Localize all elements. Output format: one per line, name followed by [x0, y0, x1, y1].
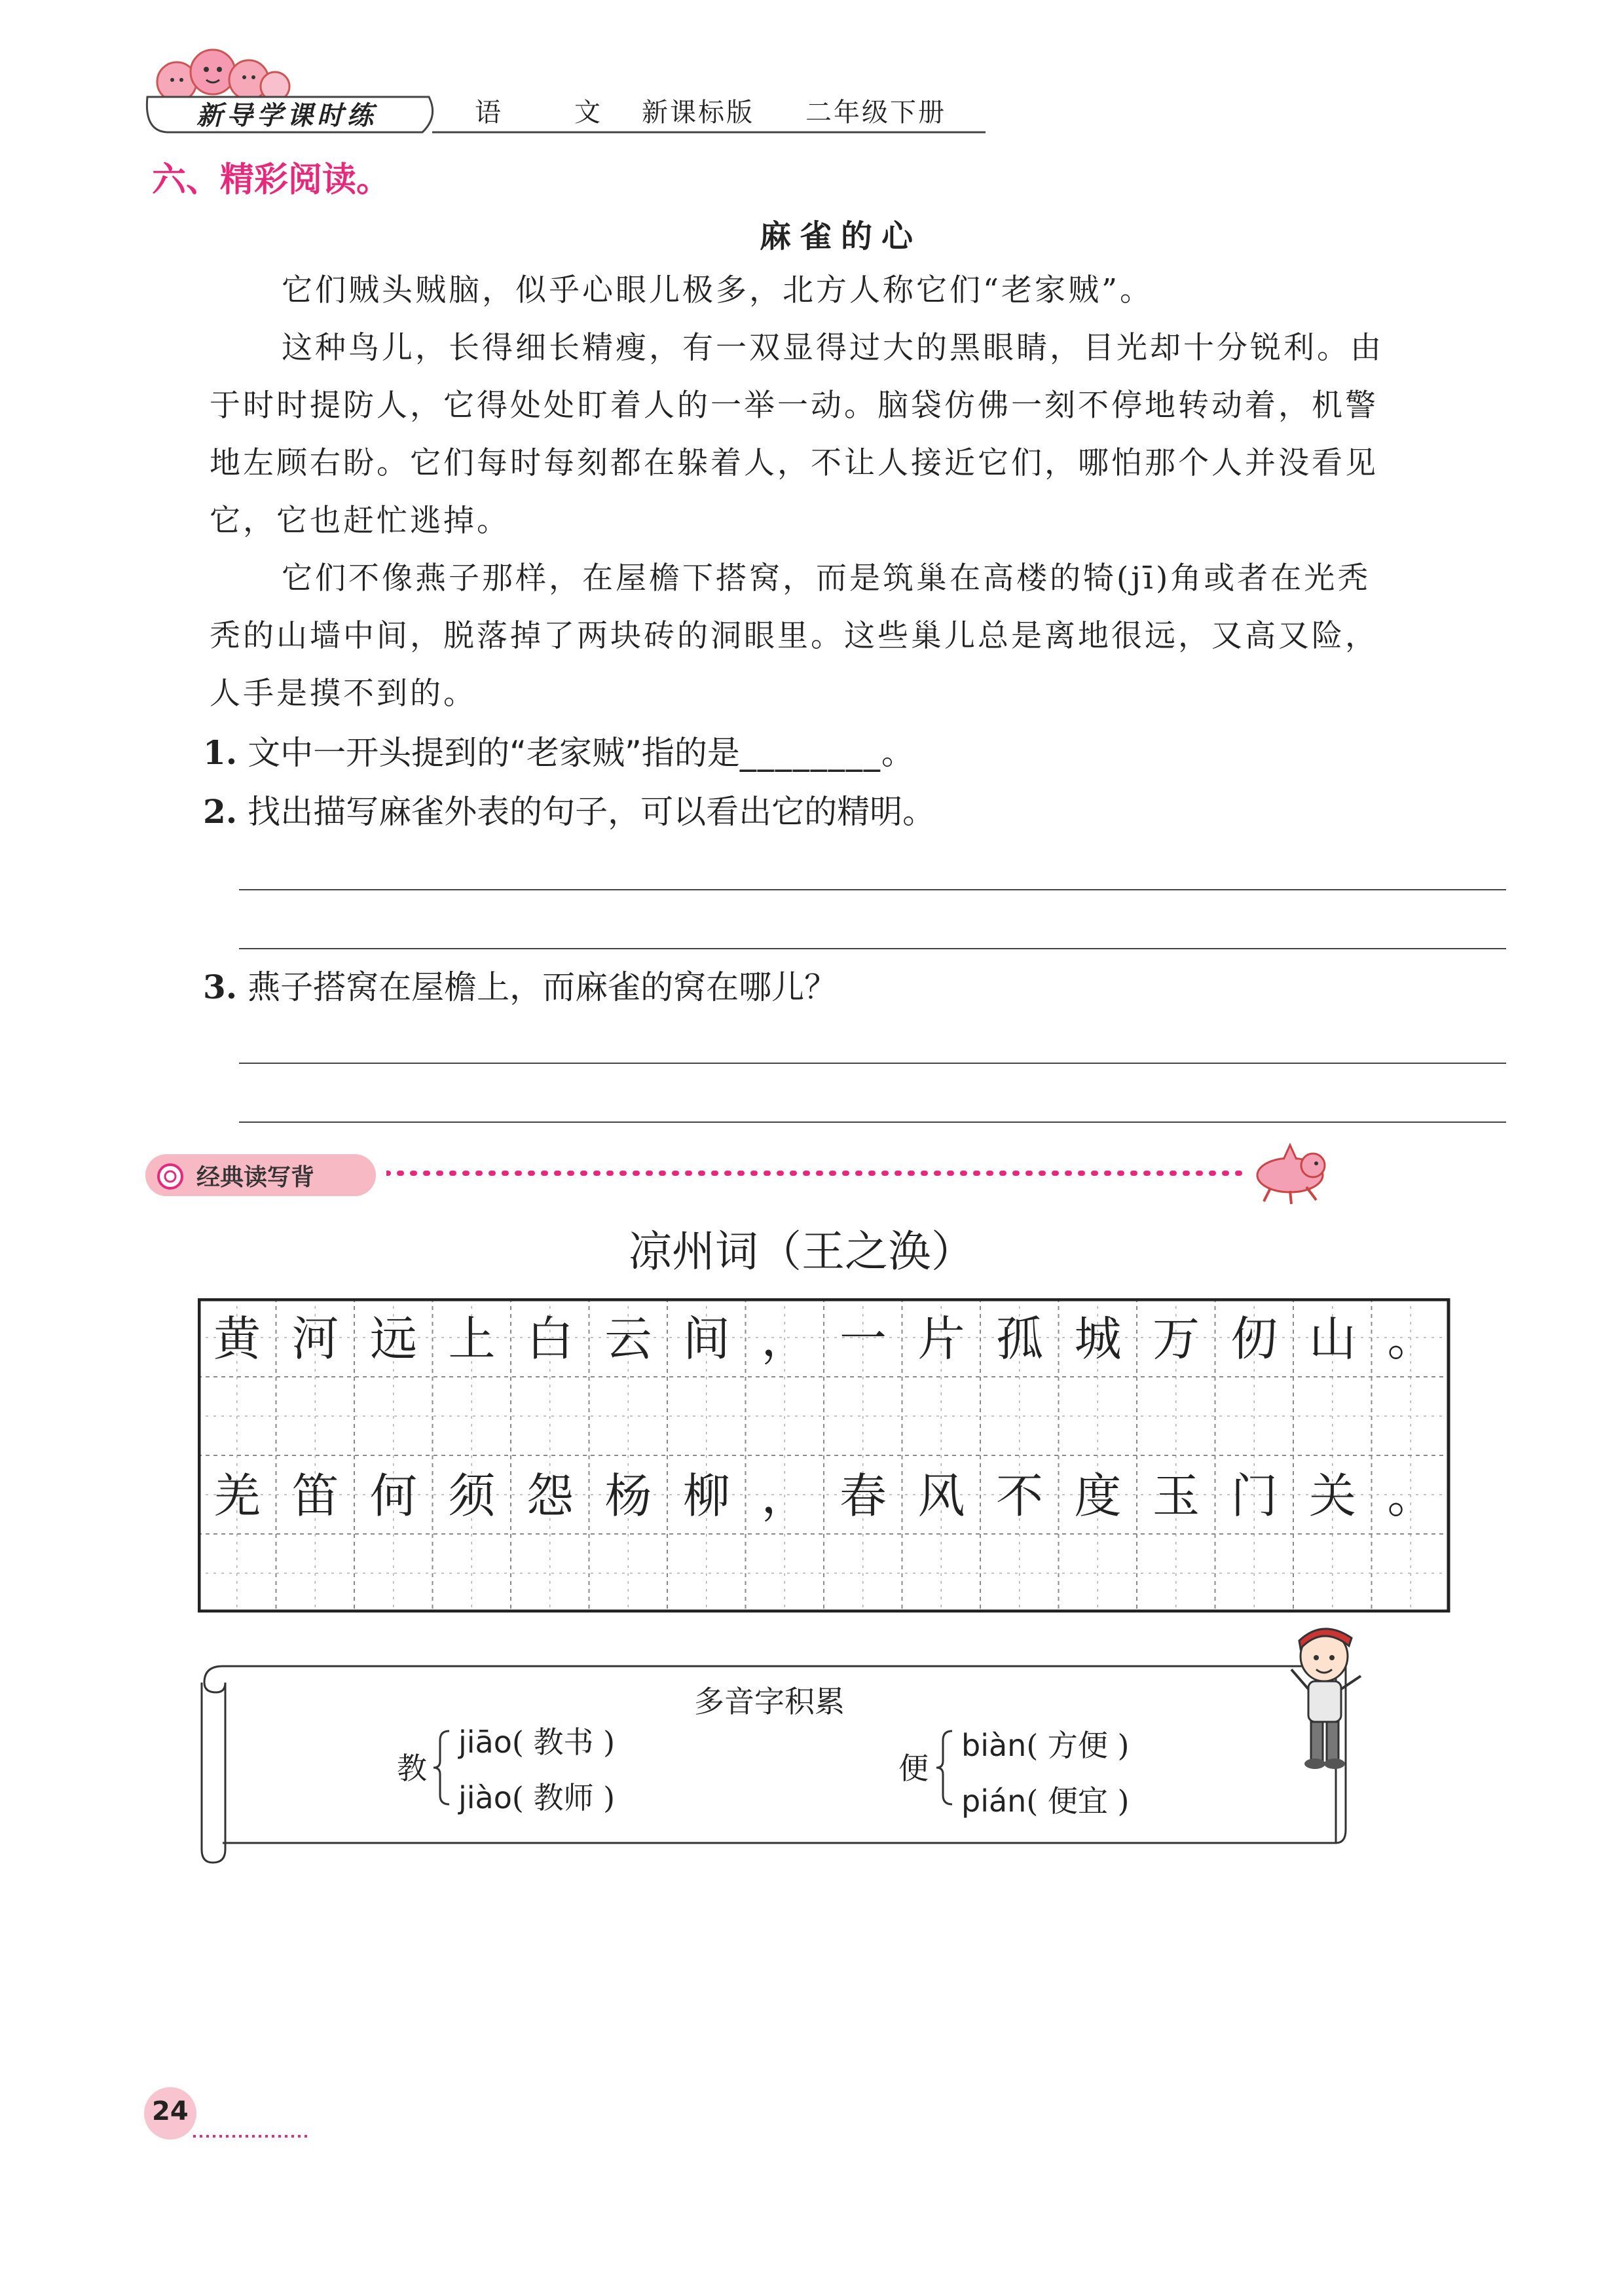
poem-char: 一	[839, 1311, 887, 1366]
poem-char: 白	[526, 1311, 574, 1366]
answer-line[interactable]	[239, 1121, 1506, 1123]
right-brace-icon	[935, 1728, 955, 1807]
section-title: 六、精彩阅读。	[152, 160, 391, 200]
polyphone-right-item-2	[961, 1777, 1129, 1821]
question-text: 燕子搭窝在屋檐上，而麻雀的窝在哪儿？	[248, 968, 838, 1006]
polyphone-left-item-2	[458, 1774, 615, 1817]
dotted-divider	[386, 1167, 1251, 1180]
poem-char: 仞	[1230, 1311, 1278, 1366]
question-text: 找出描写麻雀外表的句子，可以看出它的精明。	[248, 793, 936, 831]
article-paragraph-1	[282, 262, 1153, 319]
poem-char: ，	[761, 1468, 809, 1523]
poem-char: 春	[839, 1468, 887, 1523]
article-title: 麻雀的心	[760, 218, 923, 255]
paragraph-line: 于时时提防人，它得处处盯着人的一举一动。脑袋仿佛一刻不停地转动着，机警	[210, 388, 1378, 424]
polyphone-right-char: 便	[898, 1751, 929, 1786]
polyphone-right-item-1	[961, 1722, 1129, 1765]
question-2	[203, 786, 935, 833]
paragraph-line: 它，它也赶忙逃掉。	[210, 503, 510, 539]
poem-char: 杨	[604, 1468, 652, 1523]
poem-char: 度	[1074, 1468, 1122, 1523]
question-text: 文中一开头提到的“老家贼”指的是	[248, 734, 740, 772]
paragraph-line: 它们贼头贼脑，似乎心眼儿极多，北方人称它们“老家贼”。	[282, 272, 1154, 308]
question-1	[203, 727, 914, 774]
pinyin: jiāo	[458, 1724, 512, 1760]
poem-char: 笛	[291, 1468, 339, 1523]
paragraph-line: 这种鸟儿，长得细长精瘦，有一双显得过大的黑眼睛，目光却十分锐利。由	[282, 330, 1384, 366]
answer-blank[interactable]: ________	[739, 734, 881, 772]
poem-char: 河	[291, 1311, 339, 1366]
question-number: 3.	[203, 968, 238, 1006]
pinyin: pián	[961, 1783, 1027, 1819]
subject-char-2: 文	[574, 98, 602, 128]
answer-line[interactable]	[239, 948, 1506, 949]
spiral-icon	[156, 1162, 185, 1191]
article-paragraph-3	[210, 550, 1506, 723]
article-paragraph-2	[210, 319, 1506, 550]
poem-char: 关	[1308, 1468, 1356, 1523]
poem-char: 上	[448, 1311, 496, 1366]
poem-char: 万	[1152, 1311, 1200, 1366]
poem-char: 风	[917, 1468, 965, 1523]
paragraph-line: 秃的山墙中间，脱落掉了两块砖的洞眼里。这些巢儿总是离地很远，又高又险，	[210, 618, 1378, 654]
question-number: 1.	[203, 733, 238, 772]
paragraph-line: 人手是摸不到的。	[210, 676, 477, 712]
example-word: ( 教书 )	[511, 1724, 616, 1760]
poem-char: 山	[1308, 1311, 1356, 1366]
cartoon-kids-icon	[157, 50, 289, 101]
poem-title: 凉州词（王之涣）	[629, 1226, 974, 1277]
poem-char: 怨	[526, 1468, 574, 1523]
grade-label: 二年级下册	[805, 98, 946, 128]
pinyin: biàn	[961, 1728, 1027, 1763]
example-word: ( 便宜 )	[1026, 1783, 1130, 1819]
poem-char: 玉	[1152, 1468, 1200, 1523]
poem-char: 。	[1387, 1468, 1435, 1523]
example-word: ( 方便 )	[1026, 1728, 1130, 1763]
left-brace-icon	[432, 1728, 452, 1807]
polyphone-left-char: 教	[397, 1751, 427, 1786]
edition-label: 新课标版	[642, 98, 754, 128]
poem-char: 门	[1230, 1468, 1278, 1523]
series-title: 新导学课时练	[196, 100, 377, 131]
question-number: 2.	[203, 792, 238, 831]
pinyin: jiào	[458, 1780, 512, 1815]
poem-char: 羌	[213, 1468, 261, 1523]
answer-line[interactable]	[239, 1063, 1506, 1064]
poem-char: 。	[1387, 1311, 1435, 1366]
boy-mascot-icon	[1283, 1624, 1369, 1774]
poem-char: 黄	[213, 1311, 261, 1366]
poem-char: 远	[369, 1311, 417, 1366]
subject-label	[475, 92, 602, 129]
poem-char: 云	[604, 1311, 652, 1366]
paragraph-line: 地左顾右盼。它们每时每刻都在躲着人，不让人接近它们，哪怕那个人并没看见	[210, 445, 1378, 481]
poem-char: ，	[761, 1311, 809, 1366]
answer-line[interactable]	[239, 889, 1506, 890]
question-end: 。	[881, 734, 914, 772]
polyphone-left-item-1	[458, 1719, 615, 1762]
poem-char: 城	[1074, 1311, 1122, 1366]
subject-char-1: 语	[475, 98, 502, 128]
dragon-icon	[1244, 1136, 1336, 1208]
page-number: 24	[152, 2096, 189, 2126]
polyphone-title: 多音字积累	[694, 1684, 845, 1719]
example-word: ( 教师 )	[511, 1780, 616, 1815]
poem-char: 孤	[995, 1311, 1043, 1366]
paragraph-line: 它们不像燕子那样，在屋檐下搭窝，而是筑巢在高楼的犄(jī)角或者在光秃	[282, 560, 1371, 596]
classic-section-label: 经典读写背	[196, 1164, 315, 1191]
poem-char: 片	[917, 1311, 965, 1366]
poem-char: 须	[448, 1468, 496, 1523]
poem-char: 柳	[682, 1468, 730, 1523]
poem-char: 不	[995, 1468, 1043, 1523]
question-3	[203, 961, 837, 1008]
poem-char: 间	[682, 1311, 730, 1366]
poem-char: 何	[369, 1468, 417, 1523]
